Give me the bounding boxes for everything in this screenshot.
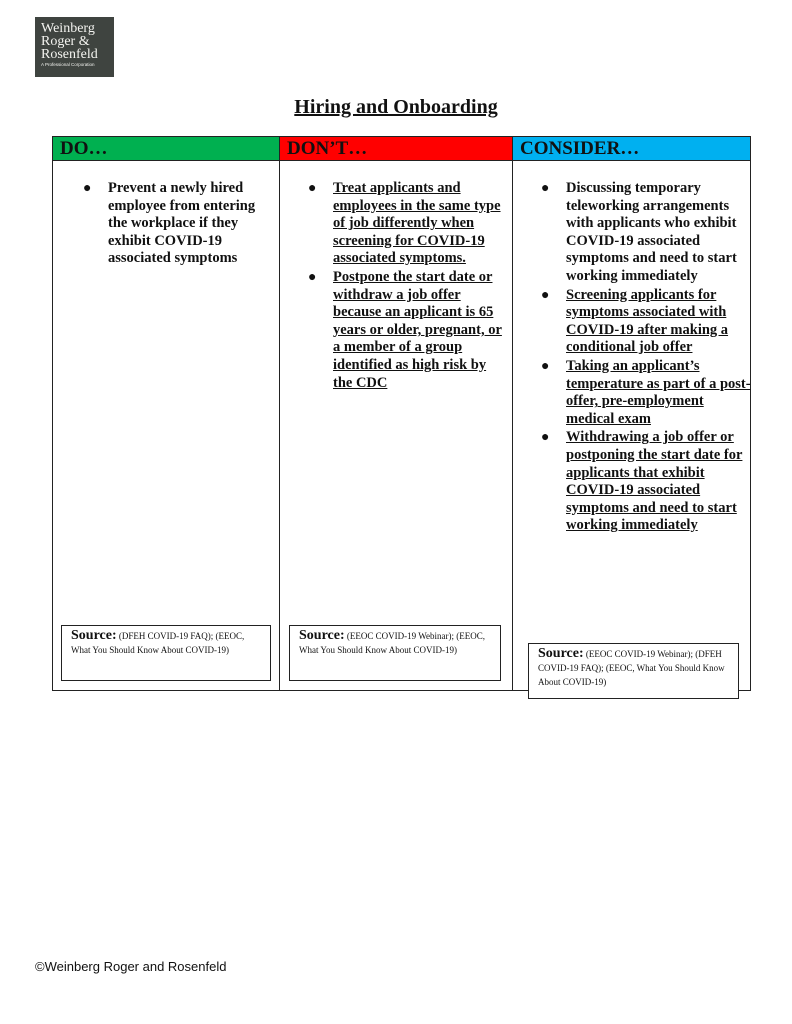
copyright-footer: ©Weinberg Roger and Rosenfeld xyxy=(35,959,227,974)
list-item xyxy=(83,180,273,268)
source-box xyxy=(528,643,739,699)
bullet-icon: ● xyxy=(308,269,317,285)
list-item xyxy=(308,180,508,268)
item-text: Taking an applicant’s temperature as part of a post-offer, pre-employment medical exam xyxy=(566,357,751,427)
consider-list xyxy=(541,180,751,536)
consider-header: CONSIDER… xyxy=(513,137,750,161)
item-text: Prevent a newly hired employee from entering the workplace if they exhibit COVID-19 associated symptoms xyxy=(108,180,256,267)
source-label: Source: xyxy=(299,628,345,643)
do-column xyxy=(53,137,280,690)
source-label: Source: xyxy=(71,628,117,643)
source-box xyxy=(61,625,271,681)
logo-line-1: Weinberg xyxy=(41,21,95,36)
source-text: (EEOC COVID-19 Webinar); (DFEH COVID-19 FAQ); (EEOC, What You Should Know About COVID-19) xyxy=(538,649,725,687)
item-text: Treat applicants and employees in the same type of job differently when screening for COVID-19 associated symptoms. xyxy=(333,180,501,267)
bullet-icon: ● xyxy=(541,430,550,446)
list-item xyxy=(541,287,751,357)
do-header: DO… xyxy=(53,137,279,161)
bullet-icon: ● xyxy=(541,358,550,374)
source-box xyxy=(289,625,501,681)
bullet-icon: ● xyxy=(541,181,550,196)
source-text: (DFEH COVID-19 FAQ); (EEOC, What You Should Know About COVID-19) xyxy=(71,631,245,655)
logo-line-2: Roger & xyxy=(41,34,90,49)
bullet-icon: ● xyxy=(83,181,92,196)
list-item xyxy=(541,180,751,286)
logo-line-3: Rosenfeld xyxy=(41,47,98,62)
page-title: Hiring and Onboarding xyxy=(294,96,498,118)
dont-column xyxy=(280,137,513,690)
bullet-icon: ● xyxy=(308,181,317,196)
list-item xyxy=(308,269,508,392)
item-text: Screening applicants for symptoms associated with COVID-19 after making a conditional job offer xyxy=(566,286,729,356)
item-text: Postpone the start date or withdraw a job offer because an applicant is 65 years or older, pregnant, or a member of a group identified as high risk by the CDC xyxy=(333,268,502,391)
firm-logo xyxy=(35,17,114,77)
item-text: Withdrawing a job offer or postponing the start date for applicants that exhibit COVID-19 associated symptoms and need to start working immediately xyxy=(566,429,743,534)
list-item xyxy=(541,358,751,428)
item-text: Discussing temporary teleworking arrangements with applicants who exhibit COVID-19 associated symptoms and need to start working immediately xyxy=(566,180,737,284)
consider-column xyxy=(513,137,750,690)
guidance-table xyxy=(52,136,751,691)
dont-list xyxy=(308,180,508,393)
source-label: Source: xyxy=(538,646,584,661)
dont-header: DON’T… xyxy=(280,137,512,161)
bullet-icon: ● xyxy=(541,287,550,303)
do-list xyxy=(83,180,273,269)
logo-tagline: A Professional Corporation xyxy=(41,62,95,67)
list-item xyxy=(541,429,751,535)
source-text: (EEOC COVID-19 Webinar); (EEOC, What You Should Know About COVID-19) xyxy=(299,631,485,655)
